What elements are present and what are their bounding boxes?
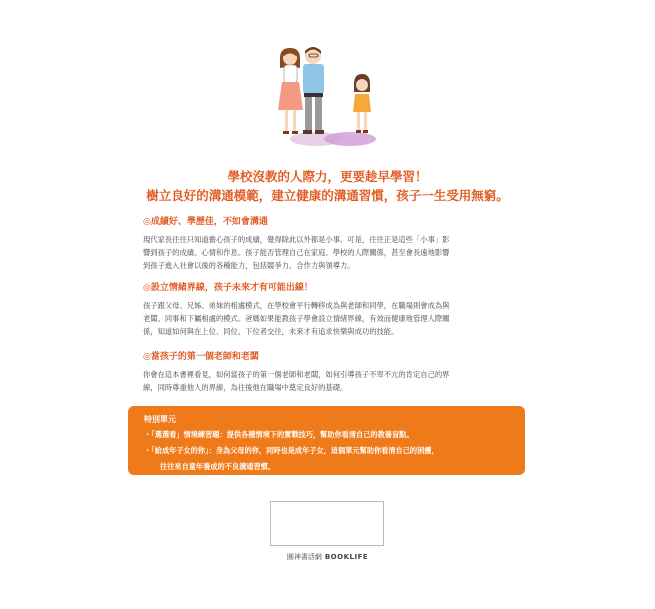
special-unit-box bbox=[128, 406, 525, 475]
special-unit-title: 特別單元 bbox=[144, 415, 176, 424]
section-boundaries bbox=[143, 282, 515, 339]
special-unit-item-2: ・「給成年子女的你」：身為父母的你，同時也是成年子女，這個單元幫助你看清自己的困擾， bbox=[144, 446, 439, 455]
body-line: 到孩子進入社會以後的各種能力，包括競爭力、合作力與領導力。 bbox=[143, 261, 355, 271]
body-line: 孩子跟父母、兄姊、弟妹的相處模式，在學校會平行轉移成為與老師和同學，在職場則會成為與 bbox=[143, 301, 450, 310]
body-line: 響到孩子的成績、心情和作息。孩子能否管理自己在家庭、學校的人際關係，甚至會長遠地影響 bbox=[143, 248, 450, 258]
section-title: ◎當孩子的第一個老師和老闆 bbox=[143, 352, 259, 362]
headline-line-1: 學校沒教的人際力，更要趁早學習！ bbox=[227, 169, 428, 184]
body-line: 你會在這本書裡看見，如何當孩子的第一個老師和老闆，如何引導孩子不卑不亢的肯定自己的界 bbox=[143, 370, 450, 379]
section-grades bbox=[143, 216, 515, 273]
body-line: 係，知道如何與在上位、同位、下位者交往，未來才有追求快樂與成功的技能。 bbox=[143, 327, 399, 337]
headline-line-2: 樹立良好的溝通模範，建立健康的溝通習慣，孩子一生受用無窮。 bbox=[146, 188, 509, 203]
father-figure bbox=[303, 47, 324, 134]
barcode-placeholder bbox=[270, 501, 384, 546]
publisher-name: 圓神書活網 bbox=[286, 553, 322, 561]
section-body bbox=[143, 233, 515, 273]
section-title: ◎成績好、學歷佳，不如會溝通 bbox=[143, 217, 268, 227]
publisher-logo bbox=[0, 552, 655, 562]
ground-shadow-right bbox=[324, 132, 376, 146]
child-figure bbox=[353, 74, 371, 133]
publisher-name-en: BOOKLIFE bbox=[324, 553, 369, 561]
body-line: 老闆、同事和下屬相處的模式。爸媽如果能教孩子學會設立情緒界線，有效而健康地管理人際關 bbox=[143, 314, 450, 324]
special-unit-item-1: ・「選選看」情境練習題：提供各種情境下的實戰技巧，幫助你看清自己的教養盲點。 bbox=[144, 430, 414, 439]
section-title: ◎設立情緒界線，孩子未來才有可能出線！ bbox=[143, 283, 313, 293]
body-line: 線，同時尊重他人的界線，為往後他在職場中奠定良好的基礎。 bbox=[143, 383, 348, 393]
section-body bbox=[143, 368, 515, 394]
family-illustration bbox=[258, 44, 398, 149]
mother-figure bbox=[278, 48, 303, 134]
special-unit-item-2-cont: 往往來自童年養成的不良溝通習慣。 bbox=[160, 462, 276, 471]
section-body bbox=[143, 299, 515, 339]
section-first-teacher bbox=[143, 351, 515, 394]
body-line: 現代家長往往只知道擔心孩子的成績，覺得除此以外都是小事。可是，往往正是這些「小事」影 bbox=[143, 235, 450, 244]
